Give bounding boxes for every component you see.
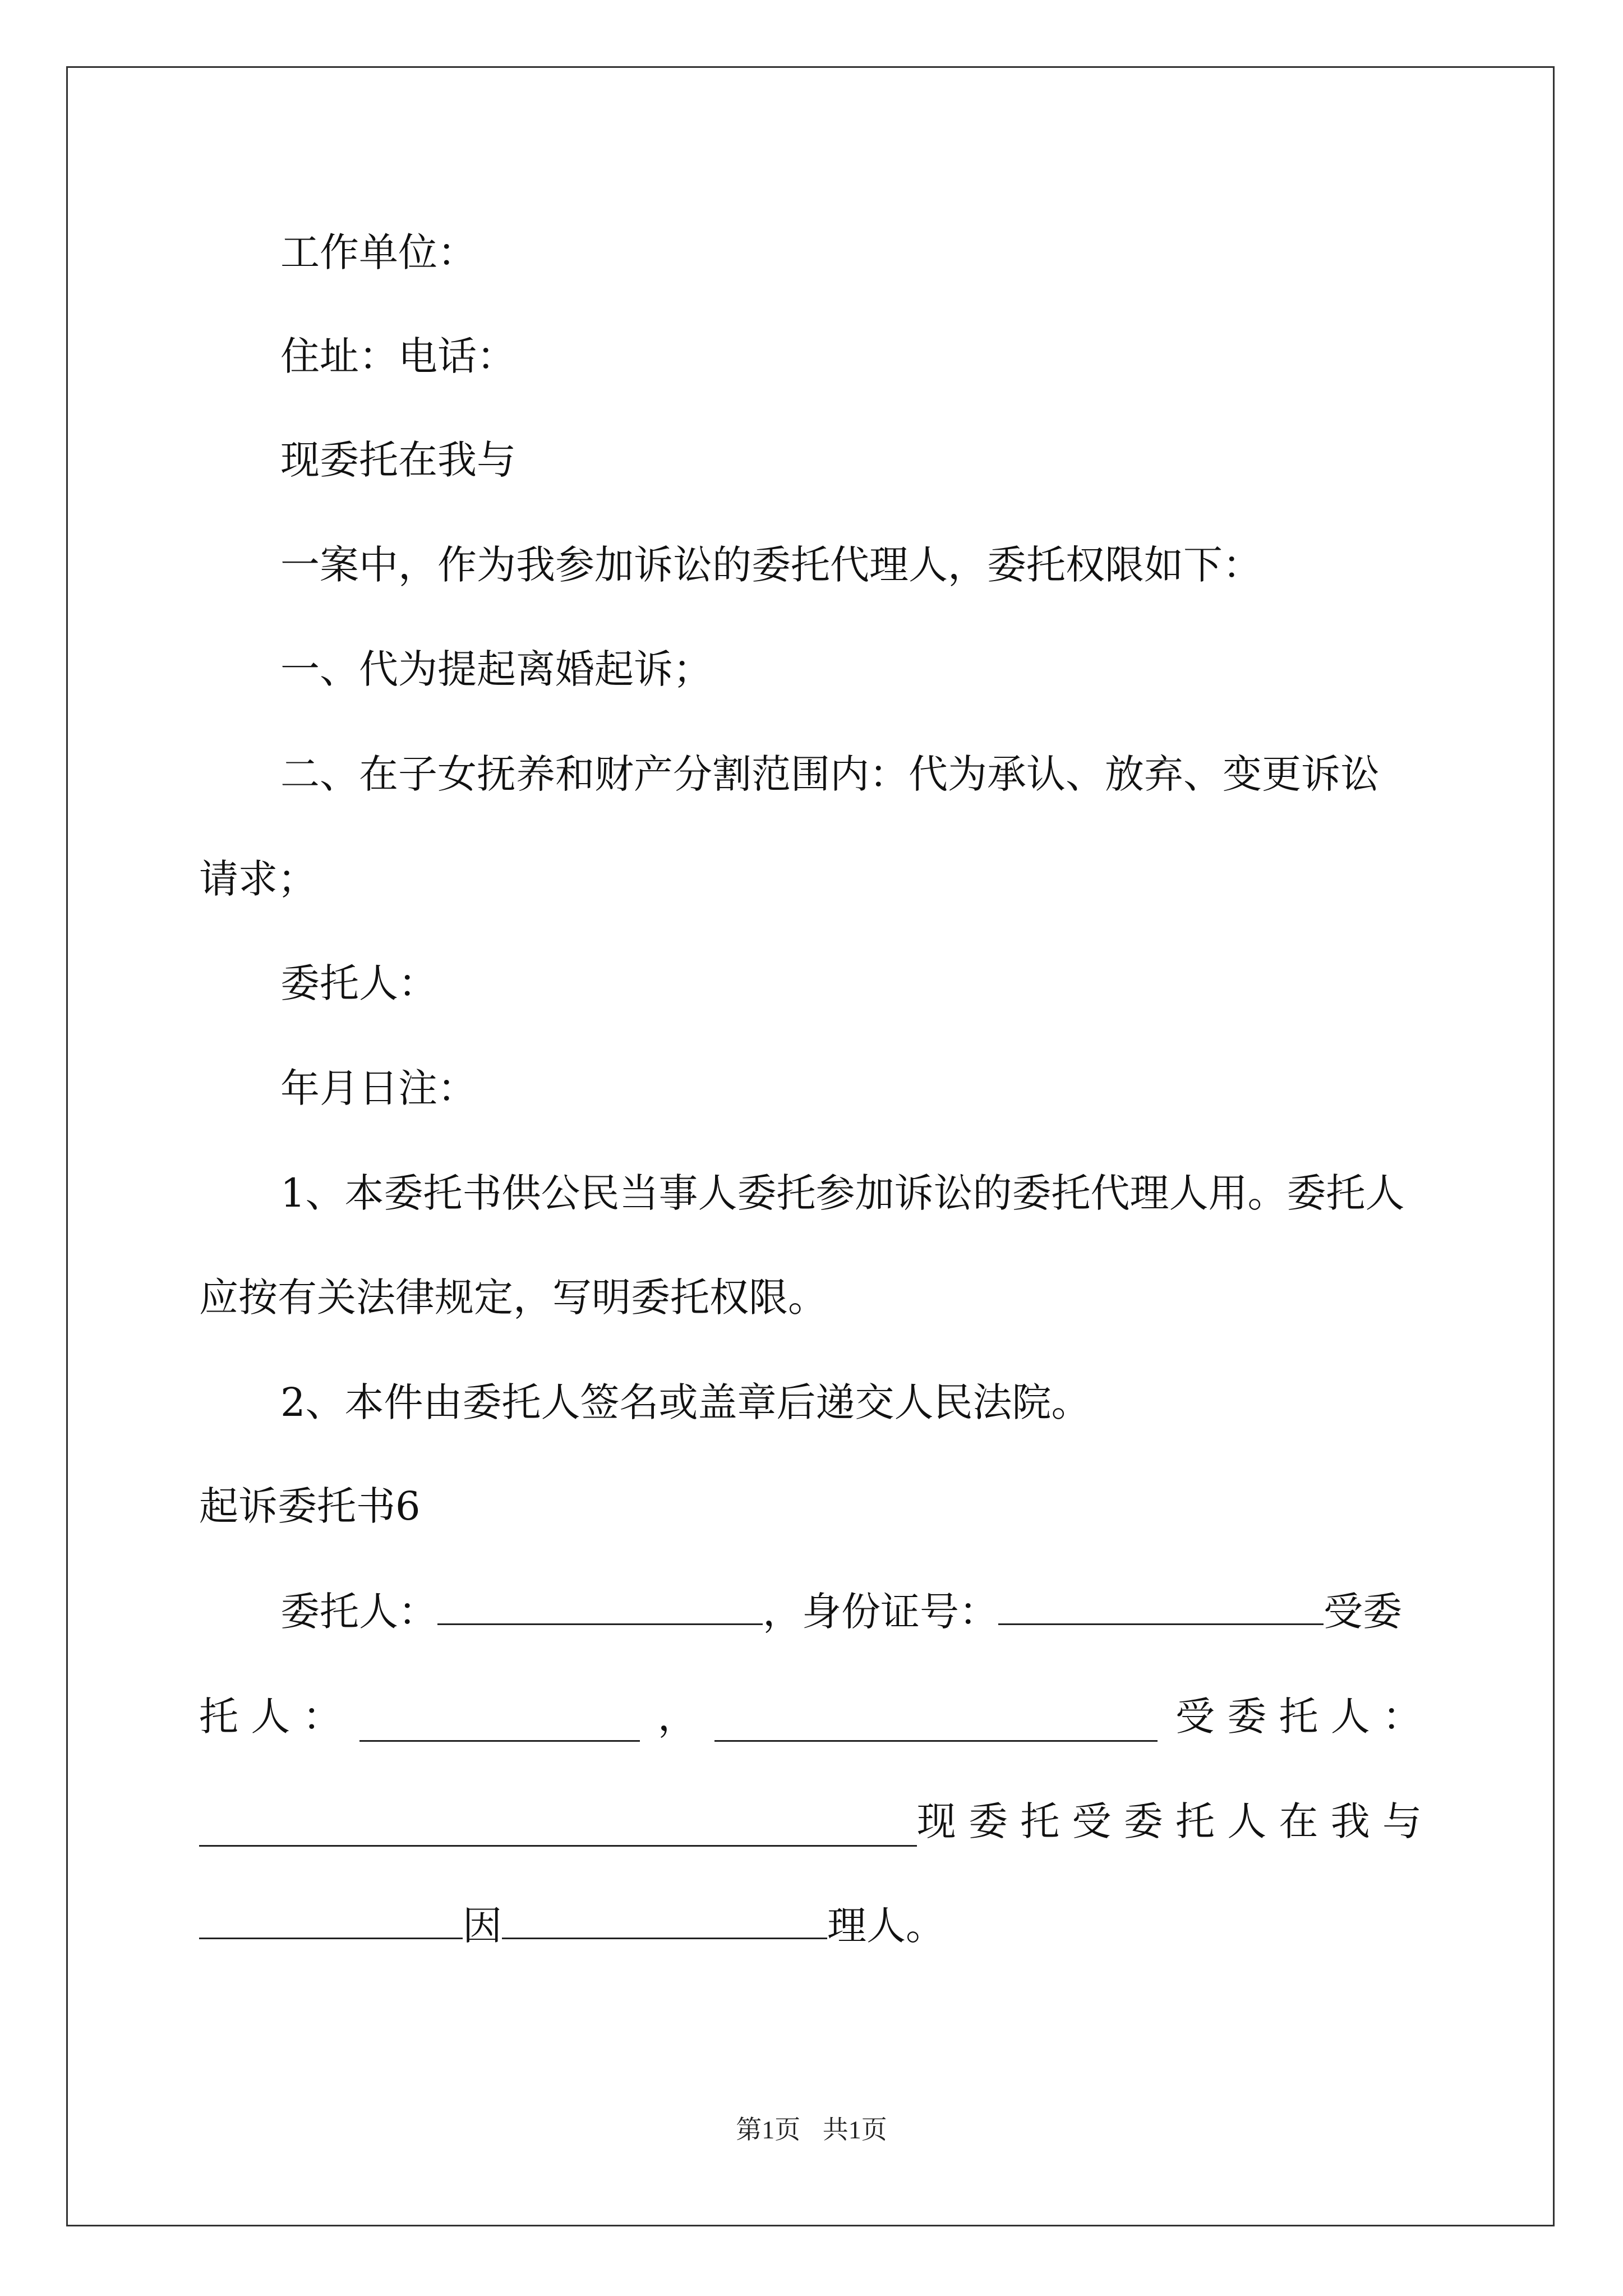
form-entrusted-label-start: 受委 [1324, 1589, 1402, 1635]
entrust-line: 现委托在我与 [280, 437, 516, 483]
form-id-label: ，身份证号： [763, 1589, 998, 1635]
form-client-label: 委托人： [280, 1589, 437, 1635]
entrusted-person-blank[interactable] [199, 1810, 917, 1847]
agent-name-blank[interactable] [359, 1705, 640, 1742]
item-two-continuation: 请求； [199, 856, 317, 902]
address-phone-line: 住址：电话： [280, 333, 516, 379]
client-line: 委托人： [280, 960, 437, 1006]
page-number: 第1页 [736, 2115, 801, 2144]
item-one-line: 一、代为提起离婚起诉； [280, 646, 712, 692]
note-one-continuation: 应按有关法律规定，写明委托权限。 [199, 1274, 827, 1320]
date-note-line: 年月日注： [280, 1065, 477, 1111]
form-line-2 [199, 1691, 1422, 1742]
section-title: 起诉委托书6 [199, 1483, 421, 1529]
note-two-line: 2、本件由委托人签名或盖章后递交人民法院。 [280, 1379, 1091, 1425]
case-line: 一案中，作为我参加诉讼的委托代理人，委托权限如下： [280, 542, 1262, 588]
form-agent-label: 托 人 ： [199, 1694, 342, 1740]
note-one-line: 1、本委托书供公民当事人委托参加诉讼的委托代理人用。委托人 [280, 1170, 1405, 1216]
form-entrusted-label: 受 委 托 人 ： [1175, 1694, 1422, 1740]
form-comma: ， [657, 1694, 697, 1740]
page-total: 共1页 [822, 2115, 887, 2144]
form-entrust-clause: 现 委 托 受 委 托 人 在 我 与 [916, 1798, 1422, 1844]
id-number-blank[interactable] [998, 1589, 1324, 1625]
page-footer [0, 2109, 1623, 2146]
form-line-1 [280, 1586, 1402, 1637]
form-end-text: 理人。 [827, 1903, 945, 1949]
reason-blank[interactable] [502, 1903, 827, 1939]
item-two-line: 二、在子女抚养和财产分割范围内：代为承认、放弃、变更诉讼 [280, 751, 1380, 797]
form-line-3 [199, 1796, 1422, 1847]
party-blank[interactable] [199, 1903, 463, 1939]
form-line-4 [199, 1901, 945, 1951]
form-because-label: 因 [463, 1903, 502, 1949]
client-name-blank[interactable] [437, 1589, 763, 1625]
agent-info-blank[interactable] [714, 1705, 1158, 1742]
work-unit-line: 工作单位： [280, 229, 477, 275]
